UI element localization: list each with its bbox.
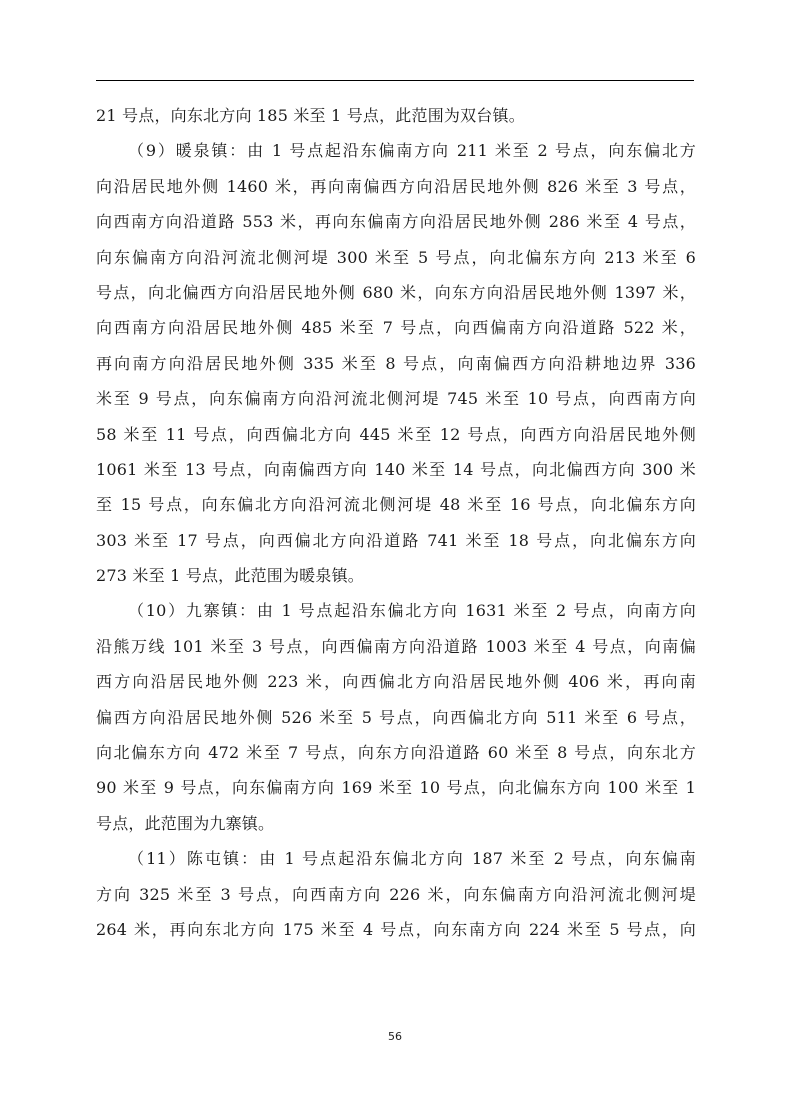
text-line: 米至 9 号点，向东偏南方向沿河流北侧河堤 745 米至 10 号点，向西南方向 <box>96 389 696 409</box>
paragraph-first-line: （11）陈屯镇：由 1 号点起沿东偏北方向 187 米至 2 号点，向东偏南 <box>128 849 696 869</box>
header-rule <box>96 80 694 81</box>
text-line: 西方向沿居民地外侧 223 米，向西偏北方向沿居民地外侧 406 米，再向南 <box>96 672 696 692</box>
text-line: 偏西方向沿居民地外侧 526 米至 5 号点，向西偏北方向 511 米至 6 号点， <box>96 707 696 727</box>
text-line: 1061 米至 13 号点，向南偏西方向 140 米至 14 号点，向北偏西方向 300 米 <box>96 459 696 479</box>
text-line: 至 15 号点，向东偏北方向沿河流北侧河堤 48 米至 16 号点，向北偏东方向 <box>96 495 696 515</box>
text-line: 90 米至 9 号点，向东偏南方向 169 米至 10 号点，向北偏东方向 100 米至 1 <box>96 778 696 798</box>
paragraph-first-line: （9）暖泉镇：由 1 号点起沿东偏南方向 211 米至 2 号点，向东偏北方 <box>128 141 696 161</box>
document-body <box>96 98 696 947</box>
text-line: 号点，向北偏西方向沿居民地外侧 680 米，向东方向沿居民地外侧 1397 米， <box>96 282 696 302</box>
text-line: 向西南方向沿居民地外侧 485 米至 7 号点，向西偏南方向沿道路 522 米， <box>96 318 696 338</box>
page-number: 56 <box>388 1030 402 1043</box>
paragraph-first-line: （10）九寨镇：由 1 号点起沿东偏北方向 1631 米至 2 号点，向南方向 <box>128 601 696 621</box>
text-line: 向东偏南方向沿河流北侧河堤 300 米至 5 号点，向北偏东方向 213 米至 6 <box>96 247 696 267</box>
text-line: 向北偏东方向 472 米至 7 号点，向东方向沿道路 60 米至 8 号点，向东北方 <box>96 743 696 763</box>
text-line: 再向南方向沿居民地外侧 335 米至 8 号点，向南偏西方向沿耕地边界 336 <box>96 353 696 373</box>
text-line: 向沿居民地外侧 1460 米，再向南偏西方向沿居民地外侧 826 米至 3 号点， <box>96 176 696 196</box>
text-line: 303 米至 17 号点，向西偏北方向沿道路 741 米至 18 号点，向北偏东方向 <box>96 530 696 550</box>
text-line: 向西南方向沿道路 553 米，再向东偏南方向沿居民地外侧 286 米至 4 号点， <box>96 212 696 232</box>
text-line: 方向 325 米至 3 号点，向西南方向 226 米，向东偏南方向沿河流北侧河堤 <box>96 884 696 904</box>
text-line: 273 米至 1 号点，此范围为暖泉镇。 <box>96 566 364 586</box>
text-line: 264 米，再向东北方向 175 米至 4 号点，向东南方向 224 米至 5 号点，向 <box>96 919 696 939</box>
text-line: 号点，此范围为九寨镇。 <box>96 813 275 833</box>
text-line: 沿熊万线 101 米至 3 号点，向西偏南方向沿道路 1003 米至 4 号点，向南偏 <box>96 636 696 656</box>
text-line: 58 米至 11 号点，向西偏北方向 445 米至 12 号点，向西方向沿居民地外侧 <box>96 424 696 444</box>
text-line: 21 号点，向东北方向 185 米至 1 号点，此范围为双台镇。 <box>96 106 525 125</box>
